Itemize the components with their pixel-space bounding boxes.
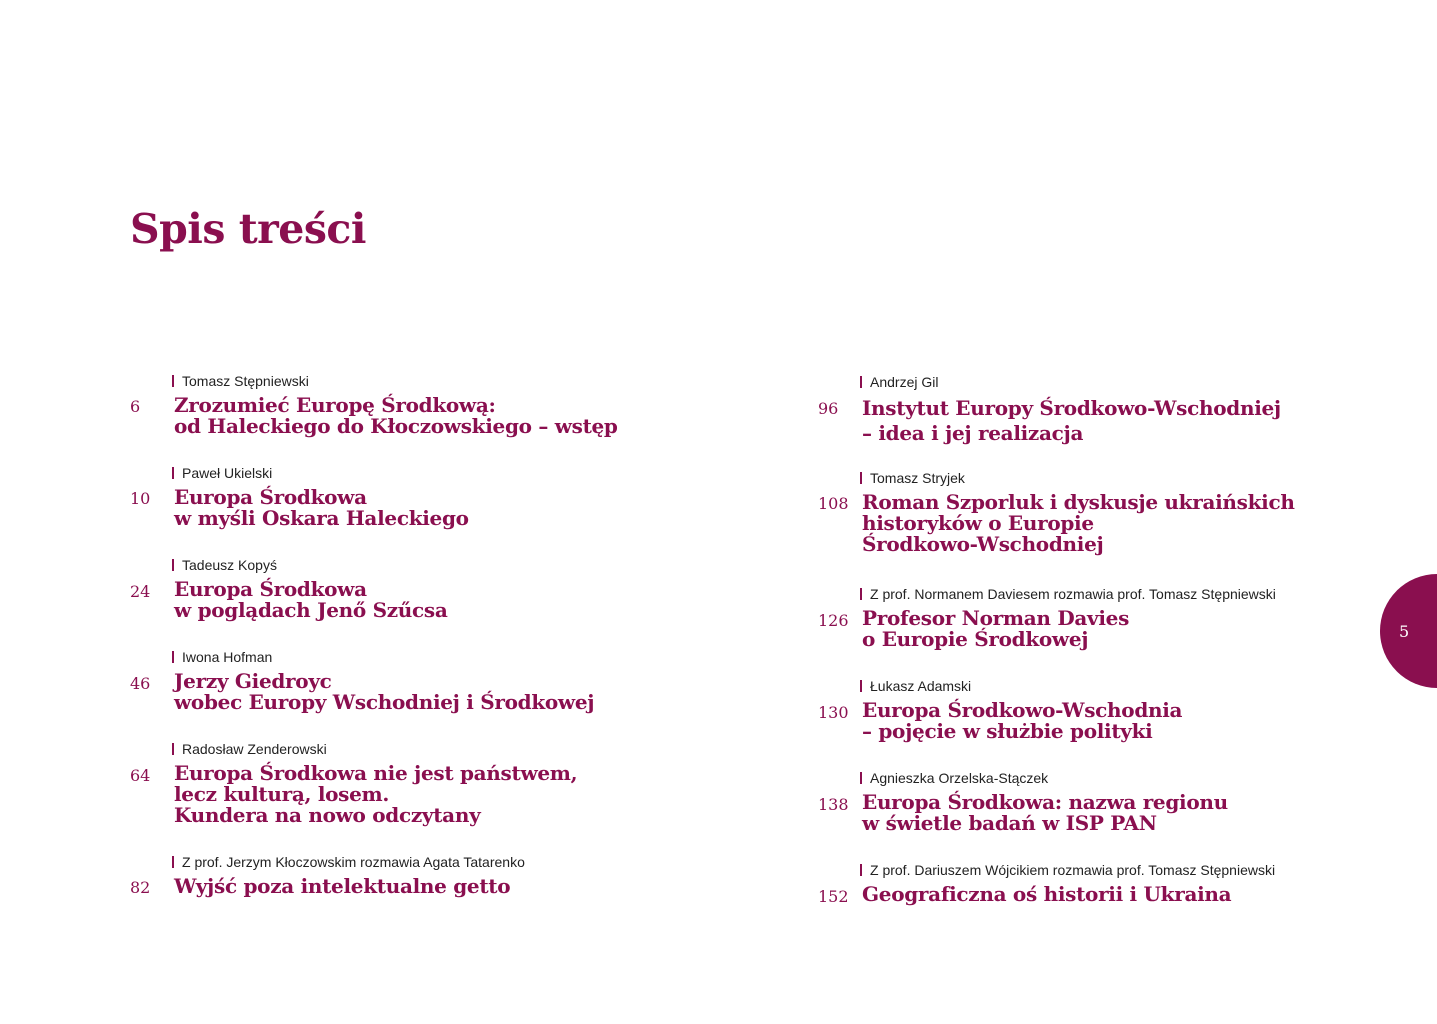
entry-author: Tadeusz Kopyś bbox=[172, 557, 277, 573]
author-marker bbox=[860, 472, 862, 484]
entry-page-number: 126 bbox=[818, 611, 849, 630]
entry-author: Tomasz Stępniewski bbox=[172, 373, 309, 389]
entry-title[interactable]: Instytut Europy Środkowo-Wschodniej – idea i jej realizacja bbox=[862, 396, 1281, 445]
entry-page-number: 46 bbox=[130, 674, 151, 693]
entry-page-number: 82 bbox=[130, 878, 151, 897]
author-marker bbox=[172, 856, 174, 868]
page-number: 5 bbox=[1399, 622, 1410, 641]
entry-page-number: 108 bbox=[818, 494, 849, 513]
entry-author: Iwona Hofman bbox=[172, 649, 272, 665]
entry-page-number: 10 bbox=[130, 489, 151, 508]
entry-title[interactable]: Europa Środkowo-Wschodnia – pojęcie w służbie polityki bbox=[862, 698, 1183, 743]
author-marker bbox=[172, 467, 174, 479]
entry-page-number: 152 bbox=[818, 887, 849, 906]
author-marker bbox=[172, 559, 174, 571]
author-marker bbox=[860, 772, 862, 784]
entry-author: Agnieszka Orzelska-Stączek bbox=[860, 770, 1048, 786]
entry-page-number: 96 bbox=[818, 399, 839, 418]
entry-author: Z prof. Dariuszem Wójcikiem rozmawia prof. Tomasz Stępniewski bbox=[860, 862, 1275, 878]
entry-author: Andrzej Gil bbox=[860, 374, 938, 390]
entry-author: Radosław Zenderowski bbox=[172, 741, 327, 757]
entry-author: Łukasz Adamski bbox=[860, 678, 971, 694]
entry-page-number: 64 bbox=[130, 766, 151, 785]
entry-title[interactable]: Wyjść poza intelektualne getto bbox=[174, 874, 511, 898]
entry-title[interactable]: Jerzy Giedroyc wobec Europy Wschodniej i Środkowej bbox=[174, 669, 595, 714]
entry-page-number: 138 bbox=[818, 795, 849, 814]
entry-author: Paweł Ukielski bbox=[172, 465, 272, 481]
author-marker bbox=[172, 375, 174, 387]
entry-title[interactable]: Profesor Norman Davies o Europie Środkowej bbox=[862, 606, 1130, 651]
entry-author: Z prof. Jerzym Kłoczowskim rozmawia Agata Tatarenko bbox=[172, 854, 525, 870]
page-title: Spis treści bbox=[130, 205, 366, 253]
author-marker bbox=[172, 743, 174, 755]
author-marker bbox=[860, 680, 862, 692]
entry-title[interactable]: Europa Środkowa w poglądach Jenő Szűcsa bbox=[174, 577, 448, 622]
author-marker bbox=[172, 651, 174, 663]
entry-title[interactable]: Europa Środkowa nie jest państwem, lecz kulturą, losem. Kundera na nowo odczytany bbox=[174, 761, 578, 827]
entry-title[interactable]: Geograficzna oś historii i Ukraina bbox=[862, 882, 1232, 906]
entry-title[interactable]: Europa Środkowa: nazwa regionu w świetle badań w ISP PAN bbox=[862, 790, 1228, 835]
entry-author: Tomasz Stryjek bbox=[860, 470, 965, 486]
entry-title[interactable]: Roman Szporluk i dyskusje ukraińskich historyków o Europie Środkowo-Wschodniej bbox=[862, 490, 1295, 556]
entry-title[interactable]: Europa Środkowa w myśli Oskara Haleckiego bbox=[174, 485, 469, 530]
author-marker bbox=[860, 376, 862, 388]
entry-author: Z prof. Normanem Daviesem rozmawia prof. Tomasz Stępniewski bbox=[860, 586, 1276, 602]
entry-page-number: 6 bbox=[130, 397, 141, 416]
entry-title[interactable]: Zrozumieć Europę Środkową: od Haleckiego do Kłoczowskiego – wstęp bbox=[174, 393, 618, 438]
author-marker bbox=[860, 588, 862, 600]
author-marker bbox=[860, 864, 862, 876]
entry-page-number: 24 bbox=[130, 582, 151, 601]
entry-page-number: 130 bbox=[818, 703, 849, 722]
